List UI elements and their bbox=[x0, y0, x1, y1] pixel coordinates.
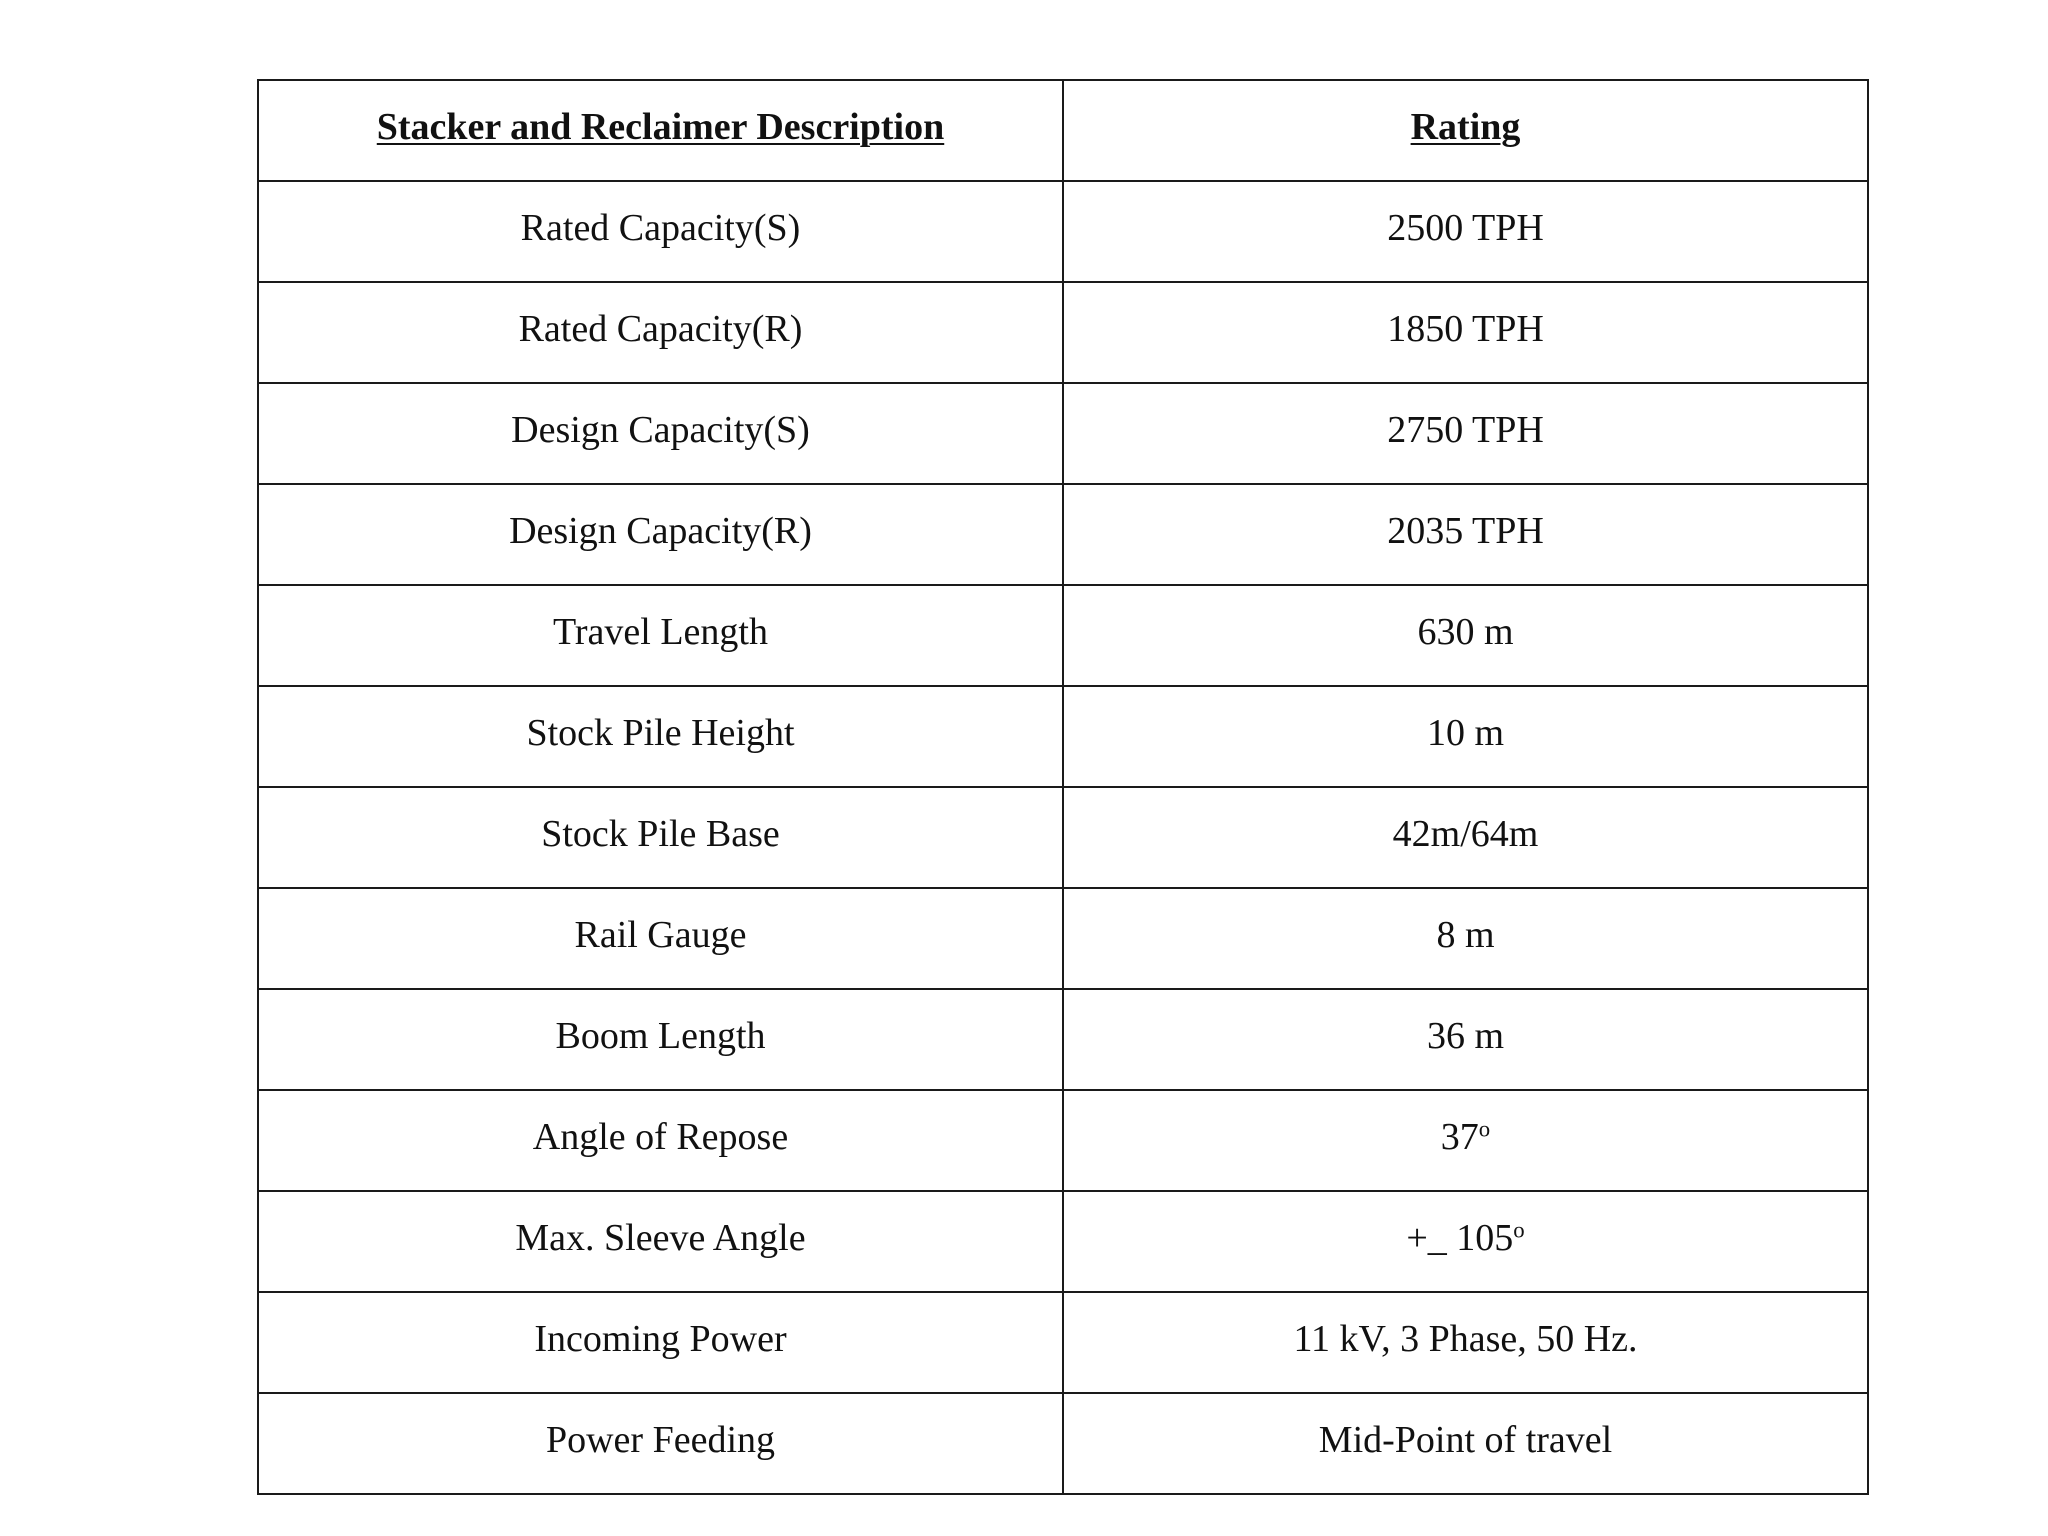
rating-text: 2500 TPH bbox=[1387, 207, 1544, 249]
rating-cell bbox=[1063, 1393, 1868, 1494]
rating-value-wrapper bbox=[1064, 1293, 1867, 1358]
description-cell bbox=[258, 888, 1063, 989]
rating-value-wrapper bbox=[1064, 1394, 1867, 1459]
rating-text: 36 m bbox=[1426, 1015, 1505, 1057]
rating-value-wrapper bbox=[1064, 687, 1867, 752]
description-cell bbox=[258, 787, 1063, 888]
rating-value-wrapper bbox=[1064, 182, 1867, 247]
table-row bbox=[258, 787, 1868, 888]
description-text: Angle of Repose bbox=[532, 1116, 789, 1158]
table-row bbox=[258, 1090, 1868, 1191]
table-row bbox=[258, 585, 1868, 686]
table-row bbox=[258, 484, 1868, 585]
rating-cell bbox=[1063, 1090, 1868, 1191]
rating-text: 42m/64m bbox=[1392, 813, 1539, 855]
header-description-label: Stacker and Reclaimer Description bbox=[376, 106, 945, 148]
description-text: Stock Pile Base bbox=[541, 813, 780, 855]
description-cell bbox=[258, 1090, 1063, 1191]
rating-text: 2035 TPH bbox=[1387, 510, 1544, 552]
description-text: Travel Length bbox=[553, 611, 768, 653]
rating-text: 10 m bbox=[1426, 712, 1505, 754]
rating-value-wrapper bbox=[1064, 586, 1867, 651]
description-cell bbox=[258, 383, 1063, 484]
description-cell bbox=[258, 1292, 1063, 1393]
rating-text: 2750 TPH bbox=[1387, 409, 1544, 451]
header-cell-description bbox=[258, 80, 1063, 181]
table-row bbox=[258, 888, 1868, 989]
description-cell bbox=[258, 1393, 1063, 1494]
description-cell bbox=[258, 686, 1063, 787]
rating-value-wrapper bbox=[1064, 788, 1867, 853]
description-cell bbox=[258, 585, 1063, 686]
description-text: Rail Gauge bbox=[574, 914, 747, 956]
table-row bbox=[258, 1393, 1868, 1494]
rating-value-wrapper bbox=[1064, 485, 1867, 550]
degree-superscript: o bbox=[1478, 1116, 1491, 1142]
rating-text: +_ 105 bbox=[1406, 1217, 1514, 1259]
table-row bbox=[258, 282, 1868, 383]
rating-text: Mid-Point of travel bbox=[1318, 1419, 1613, 1461]
rating-text: 8 m bbox=[1436, 914, 1495, 956]
table-header-row bbox=[258, 80, 1868, 181]
description-text: Rated Capacity(S) bbox=[520, 207, 801, 249]
description-cell bbox=[258, 989, 1063, 1090]
rating-value-wrapper bbox=[1064, 1192, 1867, 1257]
rating-cell bbox=[1063, 585, 1868, 686]
rating-value-wrapper bbox=[1064, 889, 1867, 954]
rating-cell bbox=[1063, 282, 1868, 383]
rating-value-wrapper bbox=[1064, 1091, 1867, 1156]
table-row bbox=[258, 1191, 1868, 1292]
table-row bbox=[258, 989, 1868, 1090]
header-cell-rating bbox=[1063, 80, 1868, 181]
description-text: Stock Pile Height bbox=[526, 712, 795, 754]
description-text: Design Capacity(S) bbox=[511, 409, 810, 451]
description-text: Design Capacity(R) bbox=[509, 510, 812, 552]
rating-cell bbox=[1063, 888, 1868, 989]
description-cell bbox=[258, 282, 1063, 383]
rating-text: 1850 TPH bbox=[1387, 308, 1544, 350]
table-row bbox=[258, 383, 1868, 484]
rating-value-wrapper bbox=[1064, 283, 1867, 348]
description-cell bbox=[258, 181, 1063, 282]
header-rating-label: Rating bbox=[1410, 106, 1521, 148]
rating-cell bbox=[1063, 989, 1868, 1090]
rating-cell bbox=[1063, 787, 1868, 888]
description-cell bbox=[258, 484, 1063, 585]
rating-cell bbox=[1063, 686, 1868, 787]
description-cell bbox=[258, 1191, 1063, 1292]
rating-cell bbox=[1063, 181, 1868, 282]
description-text: Incoming Power bbox=[534, 1318, 787, 1360]
table-row bbox=[258, 181, 1868, 282]
rating-text: 630 m bbox=[1417, 611, 1514, 653]
rating-text: 11 kV, 3 Phase, 50 Hz. bbox=[1293, 1318, 1638, 1360]
description-text: Power Feeding bbox=[545, 1419, 776, 1461]
description-text: Max. Sleeve Angle bbox=[515, 1217, 806, 1259]
rating-cell bbox=[1063, 1292, 1868, 1393]
degree-superscript: o bbox=[1513, 1217, 1525, 1243]
rating-cell bbox=[1063, 383, 1868, 484]
rating-text: 37 bbox=[1440, 1116, 1479, 1158]
rating-value-wrapper bbox=[1064, 990, 1867, 1055]
rating-cell bbox=[1063, 1191, 1868, 1292]
table-row bbox=[258, 1292, 1868, 1393]
description-text: Boom Length bbox=[555, 1015, 766, 1057]
specification-table bbox=[257, 79, 1869, 1495]
specification-table-body bbox=[258, 80, 1868, 1494]
description-text: Rated Capacity(R) bbox=[518, 308, 803, 350]
rating-cell bbox=[1063, 484, 1868, 585]
table-row bbox=[258, 686, 1868, 787]
rating-value-wrapper bbox=[1064, 384, 1867, 449]
